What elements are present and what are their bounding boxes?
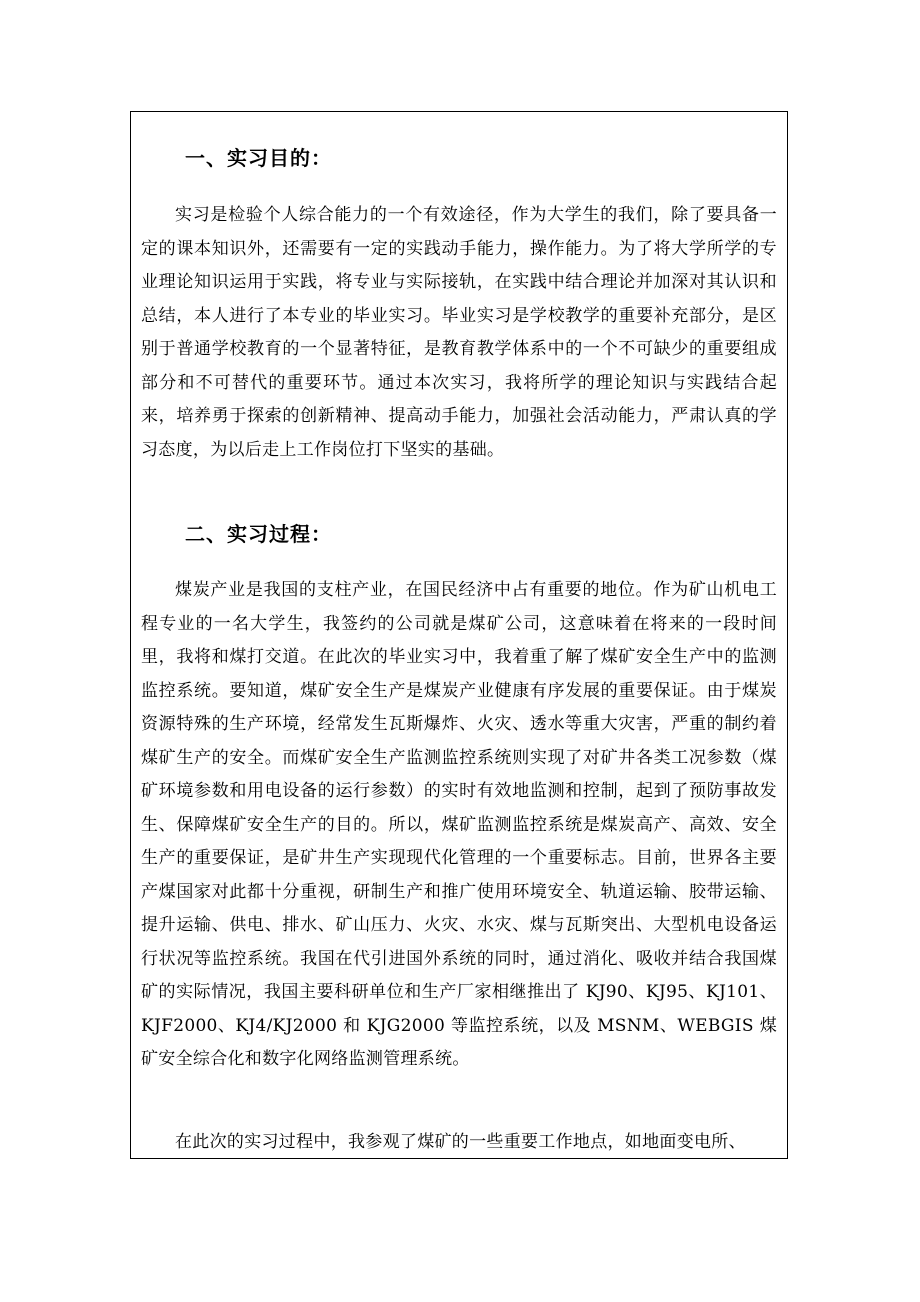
section-heading-process: 二、实习过程： xyxy=(185,522,332,546)
paragraph-purpose: 实习是检验个人综合能力的一个有效途径，作为大学生的我们，除了要具备一定的课本知识外，还需要有一定的实践动手能力，操作能力。为了将大学所学的专业理论知识运用于实践，将专业与实际接轨，在实践中结合理论并加深对其认识和总结，本人进行了本专业的毕业实习。毕业实习是学校教学的重要补充部分，是区别于普通学校教育的一个显著特征，是教育教学体系中的一个不可缺少的重要组成部分和不可替代的重要环节。通过本次实习，我将所学的理论知识与实践结合起来，培养勇于探索的创新精神、提高动手能力，加强社会活动能力，严肃认真的学习态度，为以后走上工作岗位打下坚实的基础。 xyxy=(141,205,777,460)
page-frame xyxy=(130,111,788,1159)
paragraph-process-2: 在此次的实习过程中，我参观了煤矿的一些重要工作地点，如地面变电所、 xyxy=(175,1132,746,1152)
paragraph-process-1: 煤炭产业是我国的支柱产业，在国民经济中占有重要的地位。作为矿山机电工程专业的一名大学生，我签约的公司就是煤矿公司，这意味着在将来的一段时间里，我将和煤打交道。在此次的毕业实习中，我着重了解了煤矿安全生产中的监测监控系统。要知道，煤矿安全生产是煤炭产业健康有序发展的重要保证。由于煤炭资源特殊的生产环境，经常发生瓦斯爆炸、火灾、透水等重大灾害，严重的制约着煤矿生产的安全。而煤矿安全生产监测监控系统则实现了对矿井各类工况参数（煤矿环境参数和用电设备的运行参数）的实时有效地监测和控制，起到了预防事故发生、保障煤矿安全生产的目的。所以，煤矿监测监控系统是煤炭高产、高效、安全生产的重要保证，是矿井生产实现现代化管理的一个重要标志。目前，世界各主要产煤国家对此都十分重视，研制生产和推广使用环境安全、轨道运输、胶带运输、提升运输、供电、排水、矿山压力、火灾、水灾、煤与瓦斯突出、大型机电设备运行状况等监控系统。我国在代引进国外系统的同时，通过消化、吸收并结合我国煤矿的实际情况，我国主要科研单位和生产厂家相继推出了 KJ90、KJ95、KJ101、KJF2000、KJ4/KJ2000 和 KJG2000 等监控系统，以及 MSNM、WEBGIS 煤矿安全综合化和数字化网络监测管理系统。 xyxy=(141,580,777,1069)
section-heading-purpose: 一、实习目的： xyxy=(185,146,332,170)
